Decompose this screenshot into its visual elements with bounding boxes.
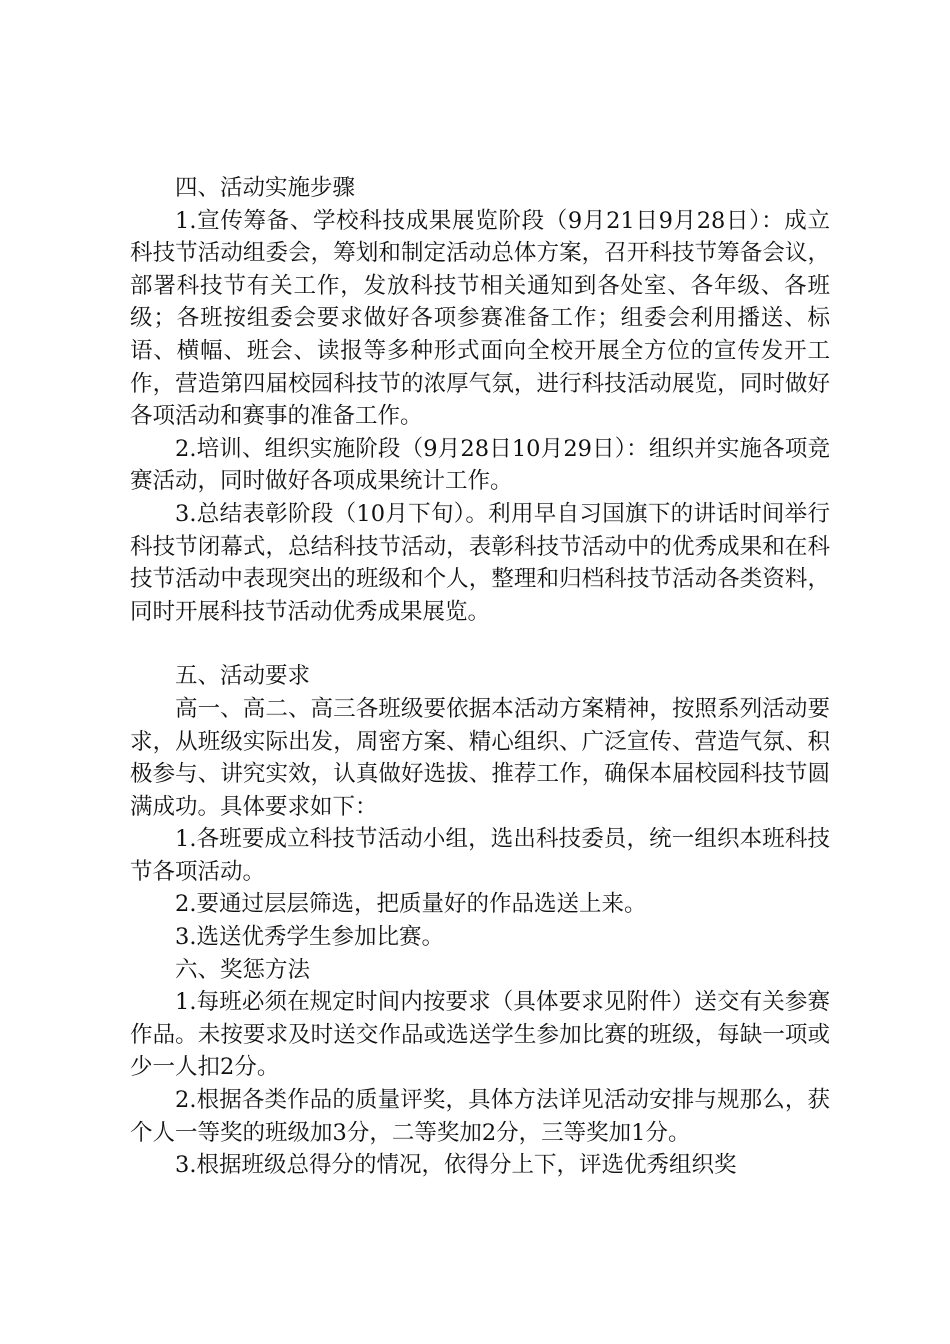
section-5-heading: 五、活动要求: [175, 663, 311, 690]
section-6-item-3: 3.根据班级总得分的情况，依得分上下，评选优秀组织奖: [175, 1152, 737, 1179]
section-5-item-3: 3.选送优秀学生参加比赛。: [175, 924, 444, 951]
section-gap: [130, 628, 830, 660]
section-5-item-2: 2.要通过层层筛选，把质量好的作品选送上来。: [175, 891, 647, 918]
section-4-step-2: 2.培训、组织实施阶段（9月28日10月29日）：组织并实施各项竞赛活动，同时做好各项成果统计工作。: [130, 435, 830, 495]
section-6-heading: 六、奖惩方法: [175, 956, 311, 983]
section-5-intro: 高一、高二、高三各班级要依据本活动方案精神，按照系列活动要求，从班级实际出发，周密方案、精心组织、广泛宣传、营造气氛、积极参与、讲究实效，认真做好选拔、推荐工作，确保本届校园科技节圆满成功。具体要求如下：: [130, 695, 830, 820]
section-4-step-3: 3.总结表彰阶段（10月下旬）。利用早自习国旗下的讲话时间举行科技节闭幕式，总结科技节活动，表彰科技节活动中的优秀成果和在科技节活动中表现突出的班级和个人，整理和归档科技节活动各类资料，同时开展科技节活动优秀成果展览。: [130, 500, 830, 625]
section-5-item-1: 1.各班要成立科技节活动小组，选出科技委员，统一组织本班科技节各项活动。: [130, 826, 830, 885]
document-page: [130, 172, 830, 1182]
section-6-item-1: 1.每班必须在规定时间内按要求（具体要求见附件）送交有关参赛作品。未按要求及时送交作品或选送学生参加比赛的班级，每缺一项或少一人扣2分。: [130, 989, 830, 1081]
section-4-step-1: 1.宣传筹备、学校科技成果展览阶段（9月21日9月28日）：成立科技节活动组委会，筹划和制定活动总体方案，召开科技节筹备会议，部署科技节有关工作，发放科技节相关通知到各处室、各年级、各班级；各班按组委会要求做好各项参赛准备工作；组委会利用播送、标语、横幅、班会、读报等多种形式面向全校开展全方位的宣传发开工作，营造第四届校园科技节的浓厚气氛，进行科技活动展览，同时做好各项活动和赛事的准备工作。: [130, 207, 830, 430]
section-6-item-2: 2.根据各类作品的质量评奖，具体方法详见活动安排与规那么，获个人一等奖的班级加3分，二等奖加2分，三等奖加1分。: [130, 1087, 830, 1146]
section-4-heading: 四、活动实施步骤: [175, 175, 356, 201]
